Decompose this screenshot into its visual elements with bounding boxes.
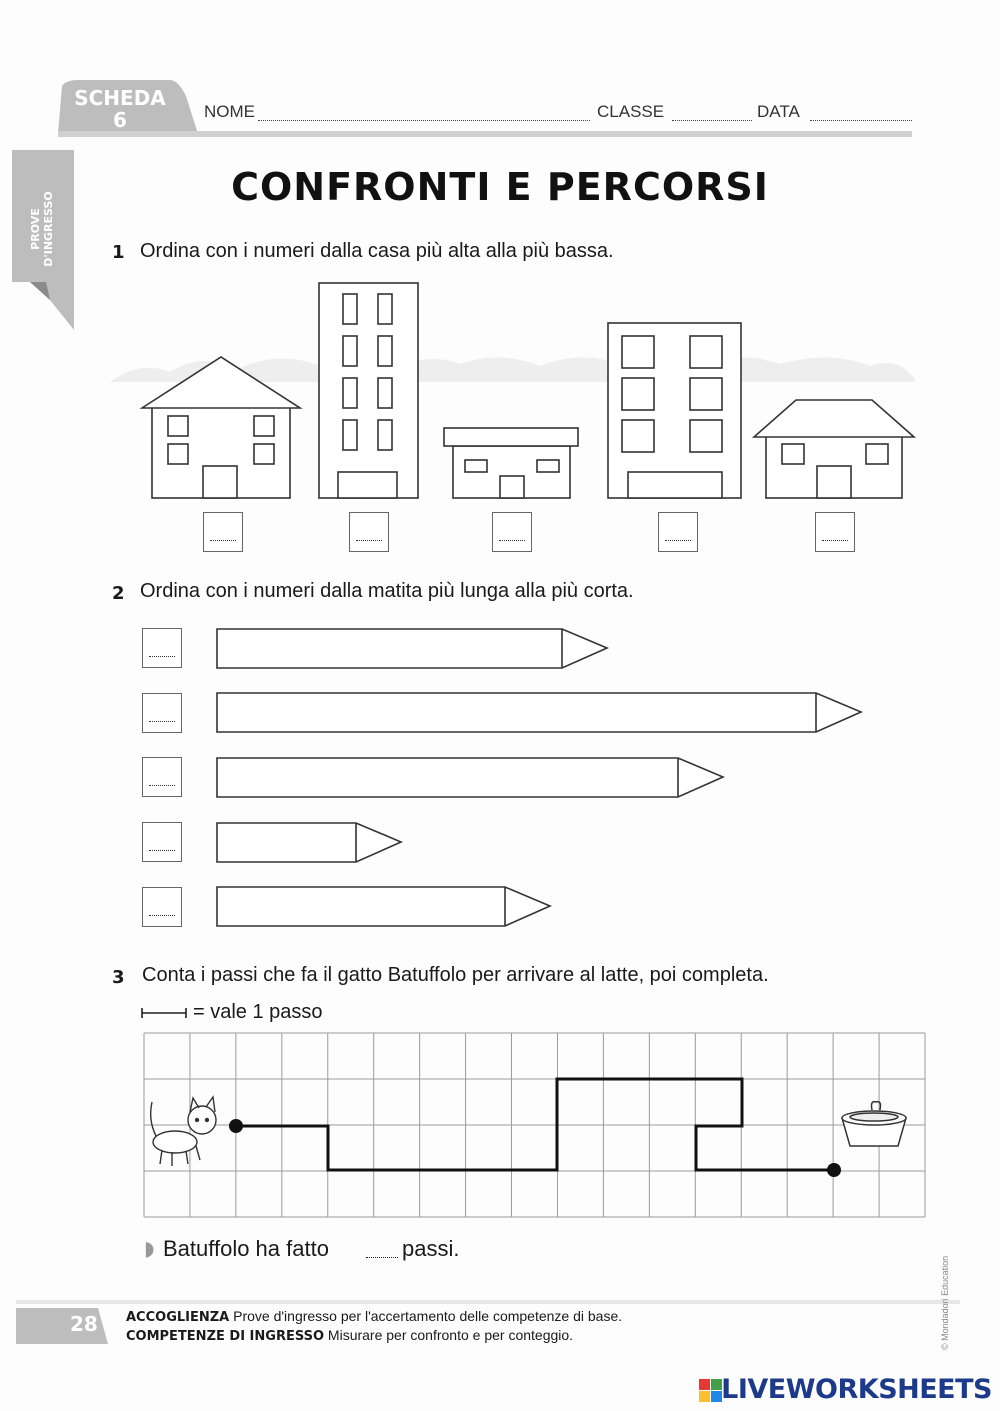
pencil-5 bbox=[217, 887, 550, 926]
pencil-3-answer-box[interactable] bbox=[142, 757, 182, 797]
data-label: DATA bbox=[757, 102, 800, 121]
footer-line1-bold: ACCOGLIENZA bbox=[126, 1310, 230, 1325]
pencil-1-answer-box[interactable] bbox=[142, 628, 182, 668]
path-grid bbox=[0, 1030, 1000, 1220]
q2-text: Ordina con i numeri dalla matita più lunga alla più corta. bbox=[140, 580, 634, 602]
steps-answer-field[interactable] bbox=[366, 1257, 398, 1258]
pencil-1 bbox=[217, 629, 607, 668]
house-1 bbox=[142, 357, 300, 498]
footer-line-2 bbox=[126, 1327, 573, 1344]
house-4-answer-box[interactable] bbox=[658, 512, 698, 552]
house-3 bbox=[444, 428, 578, 498]
house-5 bbox=[754, 400, 914, 498]
house-1-answer-box[interactable] bbox=[203, 512, 243, 552]
liveworksheets-watermark: LIVEWORKSHEETS bbox=[721, 1374, 992, 1405]
house-4 bbox=[608, 323, 741, 498]
bullet-icon: ◗ bbox=[144, 1236, 155, 1260]
q1-text: Ordina con i numeri dalla casa più alta alla più bassa. bbox=[140, 240, 614, 262]
footer-line1-text: Prove d'ingresso per l'accertamento delle competenze di base. bbox=[233, 1308, 623, 1324]
pencil-5-answer-box[interactable] bbox=[142, 887, 182, 927]
pencil-4-answer-box[interactable] bbox=[142, 822, 182, 862]
copyright-text: © Mondadori Education bbox=[940, 1255, 950, 1350]
step-legend-icon bbox=[140, 1005, 192, 1023]
house-2 bbox=[319, 283, 418, 498]
pencil-2 bbox=[217, 693, 861, 732]
path-end-dot bbox=[827, 1163, 841, 1177]
answer-prefix: Batuffolo ha fatto bbox=[163, 1236, 329, 1261]
footer-line2-bold: COMPETENZE DI INGRESSO bbox=[126, 1329, 325, 1344]
house-5-answer-box[interactable] bbox=[815, 512, 855, 552]
pencil-3 bbox=[217, 758, 723, 797]
cat-icon bbox=[151, 1097, 216, 1166]
step-legend-text: = vale 1 passo bbox=[193, 1001, 323, 1023]
q1-number: 1 bbox=[112, 242, 125, 263]
q3-number: 3 bbox=[112, 967, 125, 988]
q3-text: Conta i passi che fa il gatto Batuffolo per arrivare al latte, poi completa. bbox=[142, 964, 769, 986]
milk-bowl-icon bbox=[842, 1102, 906, 1146]
footer-line2-text: Misurare per confronto e per conteggio. bbox=[327, 1327, 574, 1343]
house-2-answer-box[interactable] bbox=[349, 512, 389, 552]
answer-suffix: passi. bbox=[402, 1236, 460, 1261]
footer-line-1 bbox=[126, 1308, 622, 1325]
side-tab-line1: PROVE bbox=[29, 208, 42, 250]
page-title: CONFRONTI E PERCORSI bbox=[231, 165, 769, 209]
houses-illustration bbox=[0, 0, 1000, 560]
side-tab-line2: D'INGRESSO bbox=[42, 191, 55, 267]
house-3-answer-box[interactable] bbox=[492, 512, 532, 552]
scheda-label: SCHEDA bbox=[74, 86, 166, 110]
page-number: 28 bbox=[70, 1312, 98, 1336]
q2-number: 2 bbox=[112, 583, 125, 604]
path-start-dot bbox=[229, 1119, 243, 1133]
nome-label: NOME bbox=[204, 102, 255, 121]
liveworksheets-logo-icon bbox=[698, 1378, 724, 1404]
pencil-2-answer-box[interactable] bbox=[142, 693, 182, 733]
page-number-tab bbox=[16, 1306, 106, 1346]
pencil-4 bbox=[217, 823, 401, 862]
classe-label: CLASSE bbox=[597, 102, 665, 121]
scheda-number: 6 bbox=[113, 108, 127, 132]
